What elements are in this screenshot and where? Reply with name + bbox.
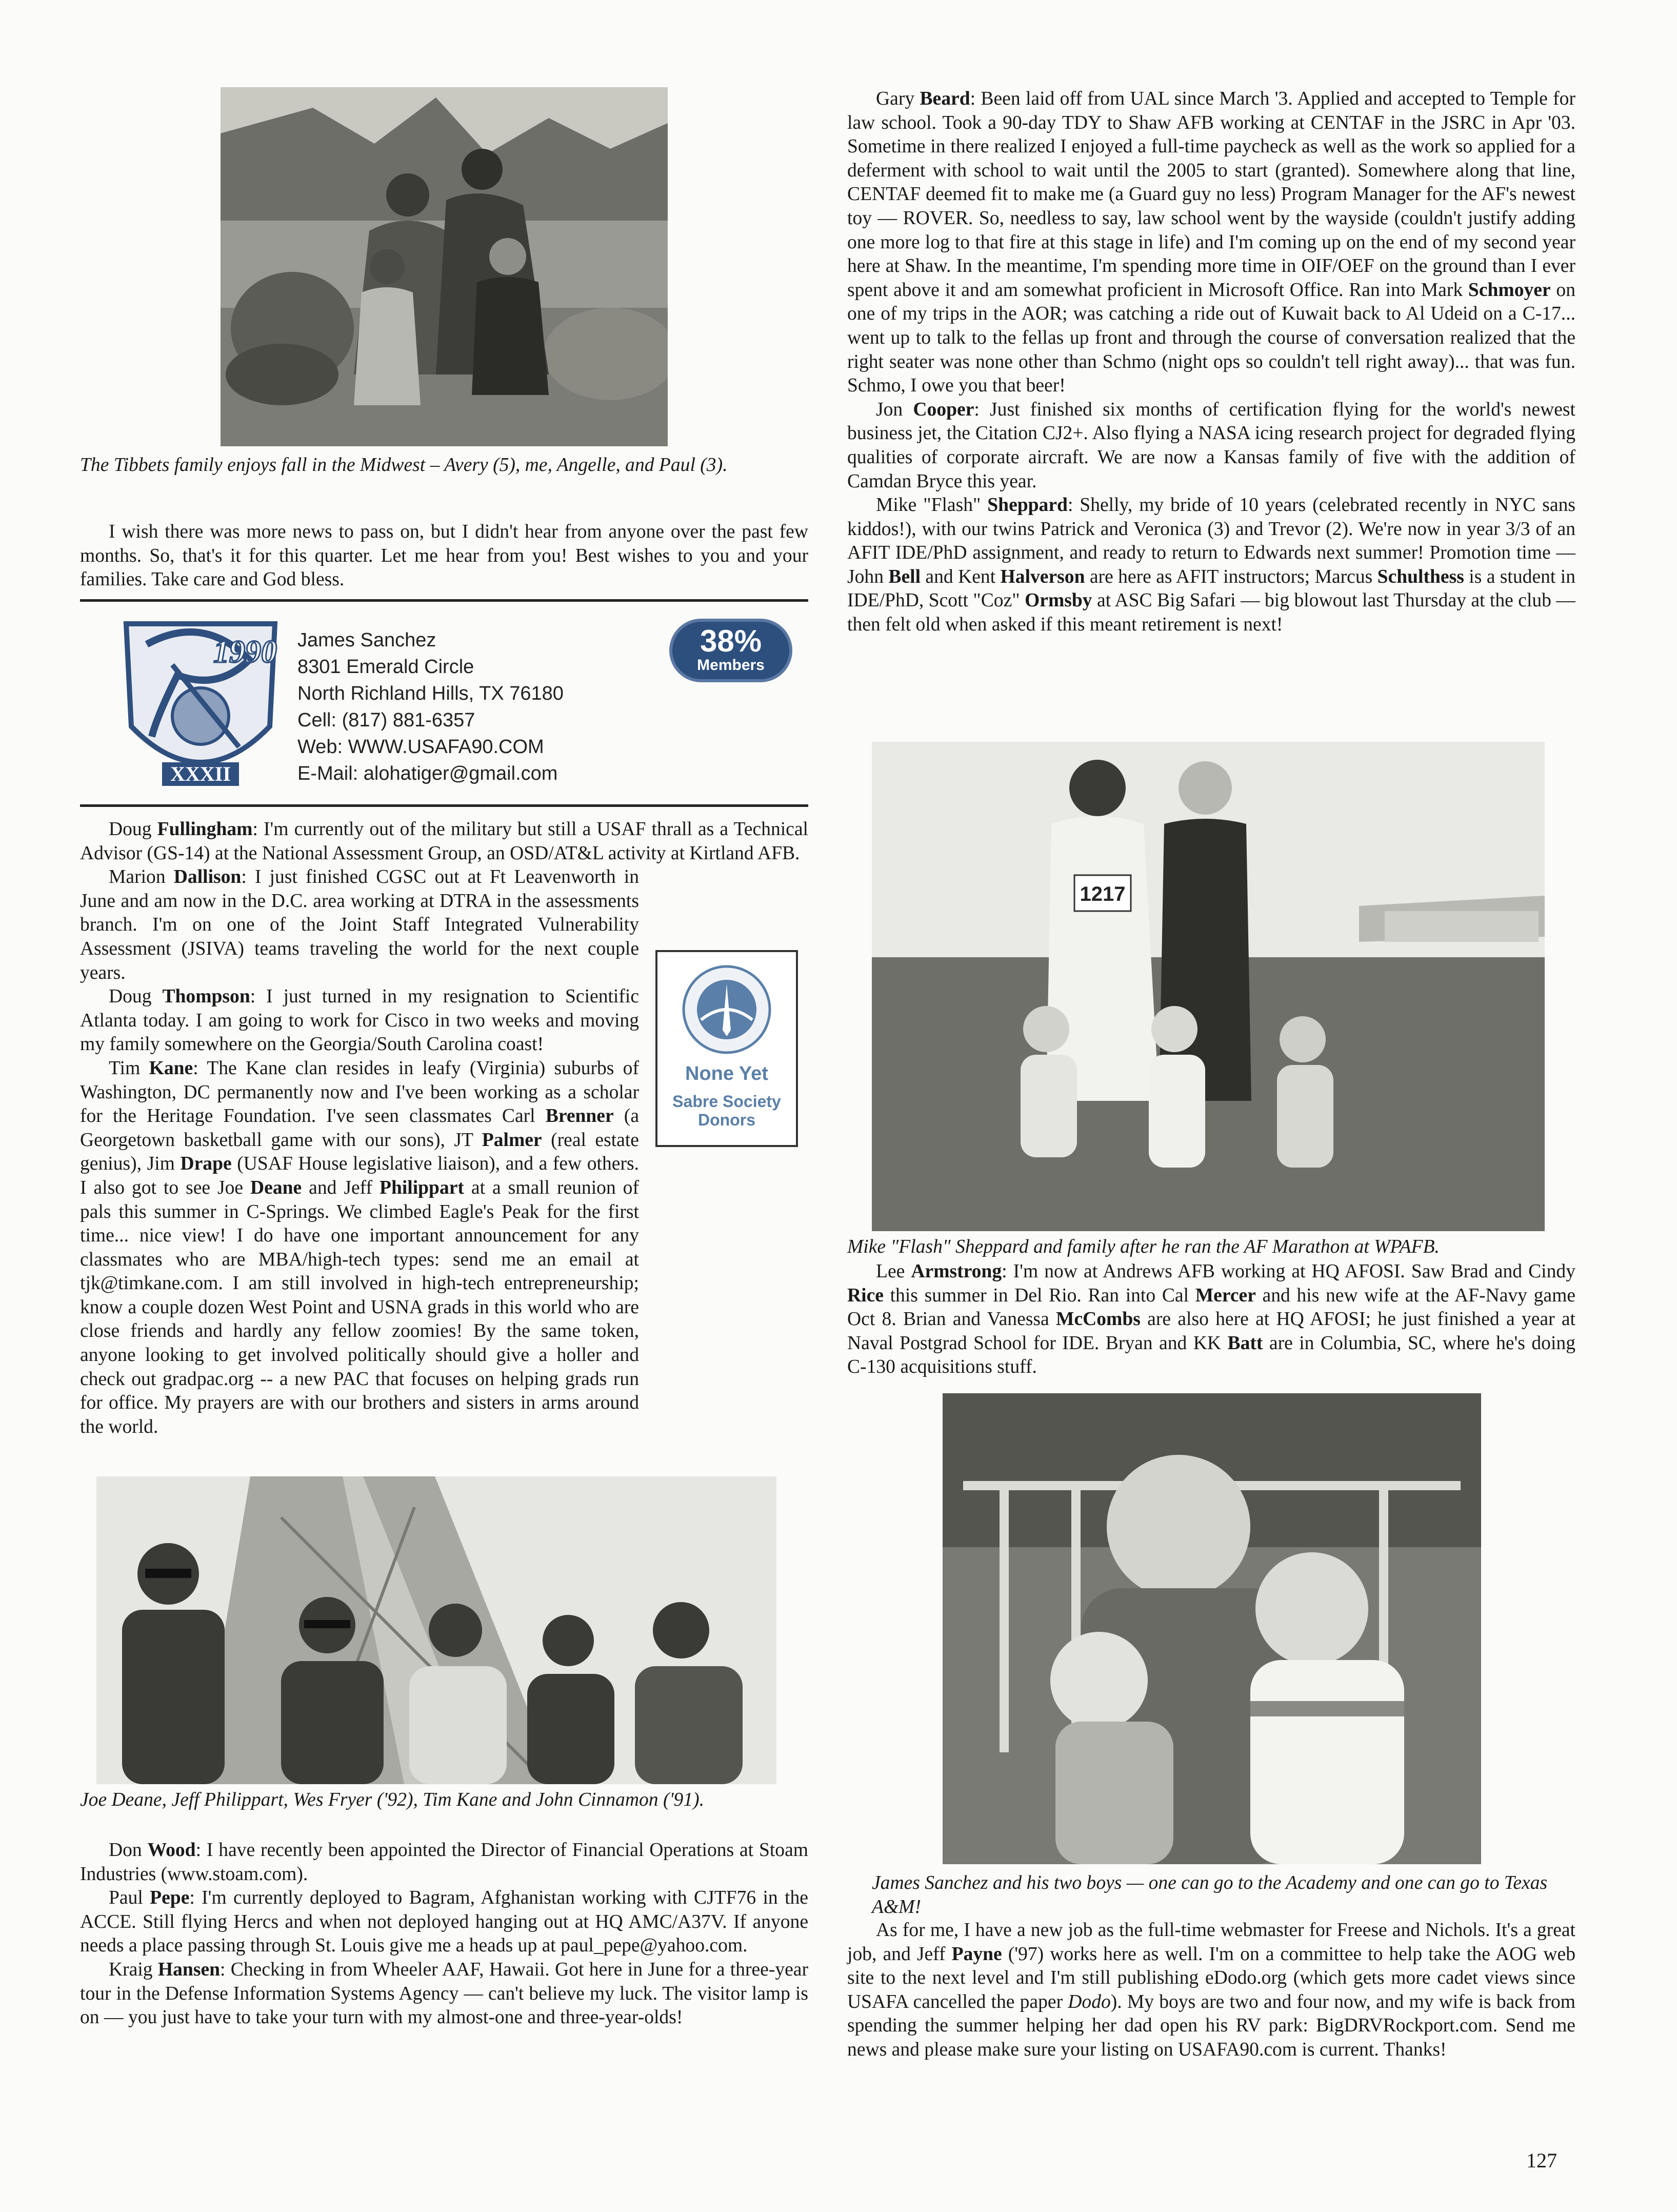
contact-cell: Cell: (817) 881-6357 (297, 709, 475, 731)
entry-final-scribe: As for me, I have a new job as the full-time webmaster for Freese and Nichols. It's a great job, and Jeff Payne ('97) works here as well. I'm on a committee to help take the AOG web site to the next level and I'm still publishing eDodo.org (which gets more cadet views since USAFA cancelled the paper Dodo). My boys are two and four now, and my wife is back from spending the summer helping her dad open his RV park: BigDRVRockport.com. Send me news and please make sure your listing on USAFA90.com is current. Thanks! (847, 1920, 1575, 2060)
membership-label: Members (697, 657, 765, 674)
chapel-group-photo (96, 1476, 776, 1784)
entry-hansen: Kraig Hansen: Checking in from Wheeler AAF, Hawaii. Got here in June for a three-year tour in the Defense Information Systems Agency — can't believe my luck. The visitor lamp is on — you just have to take your turn with my almost-one and three-year-olds! (80, 1959, 808, 2028)
tibbets-family-photo (221, 87, 668, 446)
entry-fullingham: Doug Fullingham: I'm currently out of the military but still a USAF thrall as a Technical Advisor (GS-14) at the National Assessment Group, an OSD/AT&L activity at Kirtland AFB. (80, 819, 808, 864)
entry-dallison: Marion Dallison: I just finished CGSC out at Ft Leavenworth in June and am now in the D.C. area working at DTRA in the assessments branch. I'm on one of the Joint Staff Integrated Vulnerability Assessment (JSIVA) teams traveling the world for the next couple years. (80, 866, 639, 983)
contact-city: North Richland Hills, TX 76180 (297, 683, 564, 704)
entry-beard: Gary Beard: Been laid off from UAL since March '3. Applied and accepted to Temple for law school. Took a 90-day TDY to Shaw AFB working at CENTAF in the JSRC in Apr '03. Sometime in there realized I enjoyed a full-time paycheck as well as the work so applied for a deferment with school to wait until the 2005 to start (granted). Somewhere along that line, CENTAF deemed fit to make me (a Guard guy no less) Program Manager for the AF's newest toy — ROVER. So, needless to say, law school went by the wayside (couldn't justify adding one more log to that fire at this stage in life) and I'm coming up on the end of my second year here at Shaw. In the meantime, I'm spending more time in OIF/OEF on the ground than I ever spent above it and am somewhat proficient in Microsoft Office. Ran into Mark Schmoyer on one of my trips in the AOR; was catching a ride out of Kuwait back to Al Udeid on a C-17... went up to talk to the fellas up front and through the course of conversation realized that the right seater was none other than Schmo (night ops so couldn't tell right away)... that was fun. Schmo, I owe you that beer! (847, 88, 1575, 397)
sheppard-family-photo (872, 742, 1545, 1231)
entry-kane: Tim Kane: The Kane clan resides in leafy (Virginia) suburbs of Washington, DC permanently now and I've been working as a scholar for the Heritage Foundation. I've seen classmates Carl Brenner (a Georgetown basketball game with our sons), JT Palmer (real estate genius), Jim Drape (USAF House legislative liaison), and a few others. I also got to see Joe Deane and Jeff Philippart at a small reunion of pals this summer in C-Springs. We climbed Eagle's Peak for the first time... nice view! I do have one important announcement for any classmates who are MBA/high-tech types: send me an email at tjk@timkane.com. I am still involved in high-tech entrepreneurship; know a couple dozen West Point and USNA grads in this world who are close friends and hardly any fellow zoomies! By the same token, anyone looking to get involved politically should give a holler and check out gradpac.org -- a new PAC that focuses on helping grads run for office. My prayers are with our brothers and sisters in arms around the world. (80, 1057, 639, 1437)
race-bib-number: 1217 (1080, 883, 1126, 905)
membership-badge (669, 619, 792, 682)
sanchez-family-photo (943, 1393, 1481, 1864)
scribe-contact-block (297, 627, 564, 787)
class-crest-1990 (116, 614, 285, 798)
sabre-society-box (655, 950, 798, 1147)
membership-percent: 38% (700, 624, 762, 658)
section-divider-bottom (80, 804, 808, 807)
classmate-name: Dallison (173, 866, 242, 888)
entry-thompson: Doug Thompson: I just turned in my resignation to Scientific Atlanta today. I am going to work for Cisco in two weeks and moving my family somewhere on the Georgia/South Carolina coast! (80, 986, 639, 1055)
entry-armstrong: Lee Armstrong: I'm now at Andrews AFB working at HQ AFOSI. Saw Brad and Cindy Rice this summer in Del Rio. Ran into Cal Mercer and his new wife at the AF-Navy game Oct 8. Brian and Vanessa McCombs are also here at HQ AFOSI; he just finished a year at Naval Postgrad School for IDE. Bryan and KK Batt are in Columbia, SC, where he's doing C-130 acquisitions stuff. (847, 1261, 1576, 1378)
contact-address: 8301 Emerald Circle (297, 656, 474, 678)
page-number: 127 (1526, 2149, 1557, 2172)
sabre-label-line1: Sabre Society (672, 1092, 781, 1111)
closing-paragraph: I wish there was more news to pass on, but I didn't hear from anyone over the past few months. So, that's it for this quarter. Let me hear from you! Best wishes to you and your families. Take care and God bless. (80, 521, 808, 590)
section-divider-top (80, 599, 808, 602)
classmate-name: Fullingham (157, 819, 253, 840)
contact-email[interactable]: E-Mail: alohatiger@gmail.com (297, 763, 558, 784)
entry-wood: Don Wood: I have recently been appointed the Director of Financial Operations at Stoam Industries (www.stoam.com). (80, 1840, 808, 1885)
contact-web[interactable]: Web: WWW.USAFA90.COM (297, 736, 544, 758)
classmate-name: Thompson (162, 986, 250, 1008)
left-entries-bottom (80, 1839, 808, 2030)
chapel-photo-caption: Joe Deane, Jeff Philippart, Wes Fryer ('92), Tim Kane and John Cinnamon ('91). (80, 1789, 704, 1810)
right-entries-top (847, 87, 1575, 637)
entry-pepe: Paul Pepe: I'm currently deployed to Bagram, Afghanistan working with CJTF76 in the ACCE. Still flying Hercs and when not deployed hanging out at HQ AMC/A37V. If anyone needs a place passing through St. Louis give me a heads up at paul_pepe@yahoo.com. (80, 1887, 808, 1957)
sanchez-photo-caption: James Sanchez and his two boys — one can go to the Academy and one can go to Texas A&M! (872, 1872, 1548, 1918)
crest-year: 1990 (213, 635, 277, 669)
sabre-label-line2: Donors (698, 1111, 755, 1129)
entry-cooper: Jon Cooper: Just finished six months of certification flying for the world's newest business jet, the Citation CJ2+. Also flying a NASA icing research project for degraded flying qualities of corporate aircraft. We are now a Kansas family of five with the addition of Camdan Bryce this year. (847, 399, 1575, 492)
tibbets-photo-caption: The Tibbets family enjoys fall in the Midwest – Avery (5), me, Angelle, and Paul (3). (80, 455, 728, 476)
crest-numeral: XXXII (170, 762, 231, 785)
sabre-society-logo (681, 963, 773, 1056)
entry-sheppard: Mike "Flash" Sheppard: Shelly, my bride of 10 years (celebrated recently in NYC sans kiddos!), with our twins Patrick and Veronica (3) and Trevor (2). We're now in year 3/3 of an AFIT IDE/PhD assignment, and ready to return to Edwards next summer! Promotion time — John Bell and Kent Halverson are here as AFIT instructors; Marcus Schulthess is a student in IDE/PhD, Scott "Coz" Ormsby at ASC Big Safari — big blowout last Thursday at the club — then felt old when asked if this meant retirement is next! (847, 495, 1576, 636)
sheppard-photo-caption: Mike "Flash" Sheppard and family after he ran the AF Marathon at WPAFB. (847, 1236, 1440, 1257)
sabre-none-yet: None Yet (685, 1063, 768, 1084)
contact-name: James Sanchez (297, 629, 436, 651)
